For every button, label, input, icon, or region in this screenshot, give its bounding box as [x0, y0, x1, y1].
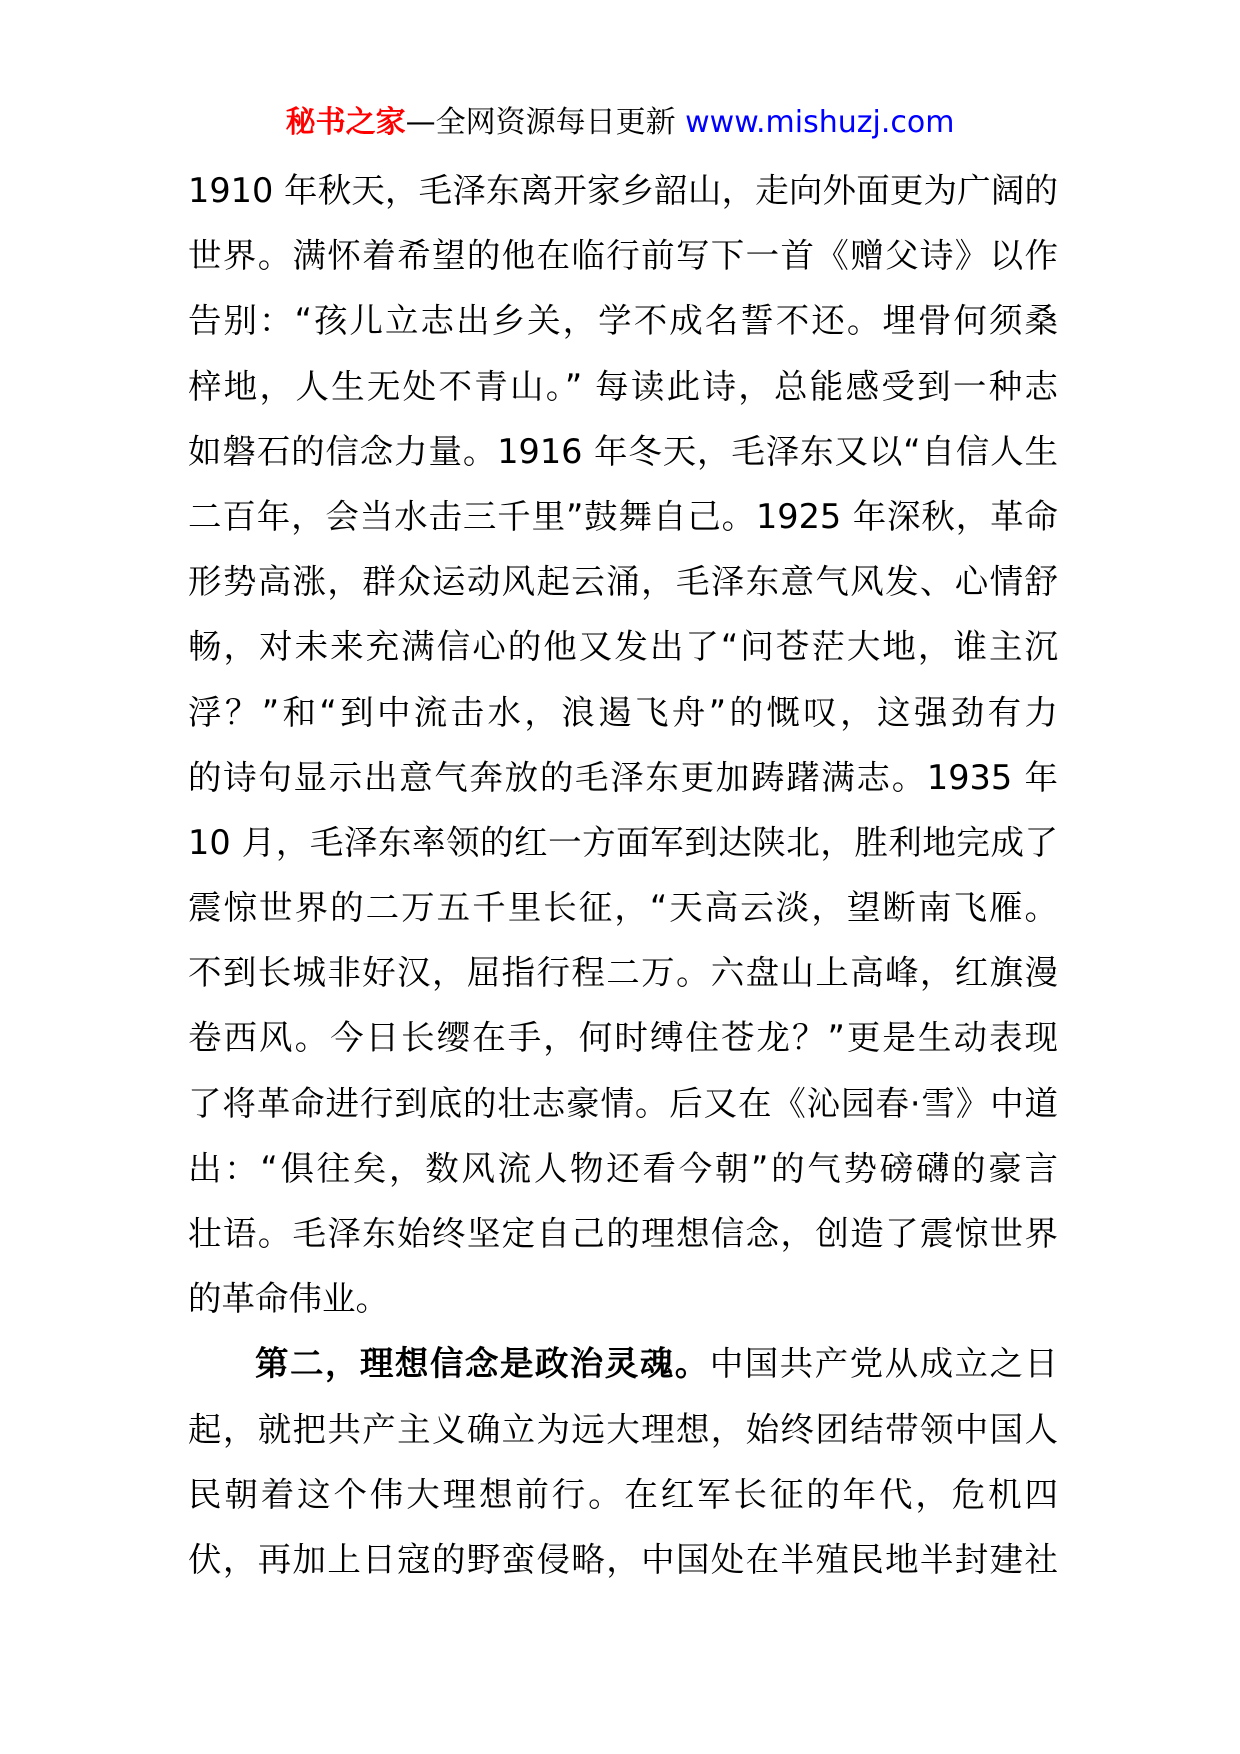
text-line: 浮？”和“到中流击水，浪遏飞舟”的慨叹，这强劲有力 — [188, 692, 1058, 732]
text-line: 畅，对未来充满信心的他又发出了“问苍茫大地，谁主沉 — [188, 627, 1058, 667]
section-heading: 第二，理想信念是政治灵魂。 — [255, 1344, 710, 1384]
header-brand: 秘书之家 — [285, 105, 406, 140]
text-line: 的诗句显示出意气奔放的毛泽东更加踌躇满志。1935 年 — [188, 757, 1058, 797]
text-line: 告别：“孩儿立志出乡关，学不成名誓不还。埋骨何须桑 — [188, 301, 1058, 341]
text-line: 卷西风。今日长缨在手，何时缚住苍龙？”更是生动表现 — [188, 1018, 1058, 1058]
text-line: 形势高涨，群众运动风起云涌，毛泽东意气风发、心情舒 — [188, 562, 1058, 602]
header-site-link[interactable]: www.mishuzj.com — [685, 105, 955, 140]
text-line: 1910 年秋天，毛泽东离开家乡韶山，走向外面更为广阔的 — [188, 171, 1058, 210]
text-line: 如磐石的信念力量。1916 年冬天，毛泽东又以“自信人生 — [188, 431, 1058, 471]
text-line: 起，就把共产主义确立为远大理想，始终团结带领中国人 — [188, 1409, 1058, 1449]
paragraph-2-first-line — [188, 1331, 1058, 1396]
text-run: 中国共产党从成立之日 — [709, 1344, 1059, 1384]
text-line: 10 月，毛泽东率领的红一方面军到达陕北，胜利地完成了 — [188, 822, 1058, 862]
text-line: 了将革命进行到底的壮志豪情。后又在《沁园春·雪》中道 — [188, 1083, 1058, 1123]
text-line: 不到长城非好汉，屈指行程二万。六盘山上高峰，红旗漫 — [188, 953, 1058, 993]
header-tagline: —全网资源每日更新 — [405, 105, 686, 140]
text-line: 的革命伟业。 — [188, 1279, 389, 1319]
text-line: 二百年，会当水击三千里”鼓舞自己。1925 年深秋，革命 — [188, 496, 1058, 536]
text-line: 梓地，人生无处不青山。” 每读此诗，总能感受到一种志 — [188, 366, 1058, 406]
text-line: 伏，再加上日寇的野蛮侵略，中国处在半殖民地半封建社 — [188, 1539, 1058, 1579]
document-body — [188, 158, 1058, 1592]
text-line: 世界。满怀着希望的他在临行前写下一首《赠父诗》以作 — [188, 236, 1058, 276]
paragraph-2 — [188, 1331, 1058, 1592]
paragraph-1 — [188, 158, 1058, 1331]
text-line: 震惊世界的二万五千里长征，“天高云淡，望断南飞雁。 — [188, 888, 1058, 928]
page-header — [0, 100, 1240, 146]
text-line: 出：“俱往矣，数风流人物还看今朝”的气势磅礴的豪言 — [188, 1148, 1058, 1188]
text-line: 壮语。毛泽东始终坚定自己的理想信念，创造了震惊世界 — [188, 1214, 1058, 1253]
text-line: 民朝着这个伟大理想前行。在红军长征的年代，危机四 — [188, 1474, 1058, 1514]
